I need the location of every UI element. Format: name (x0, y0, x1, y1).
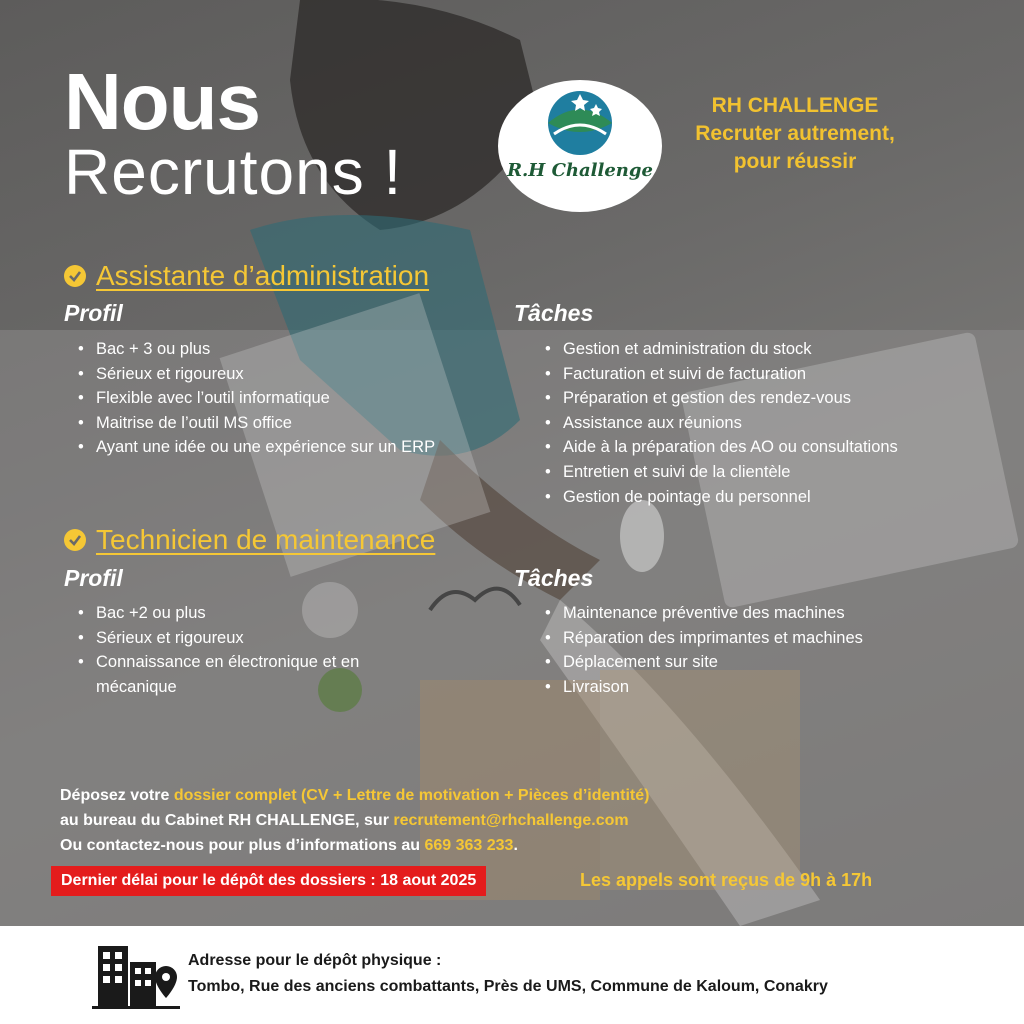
check-icon (64, 529, 86, 551)
list-item: • Déplacement sur site (545, 650, 985, 675)
address-text: Tombo, Rue des anciens combattants, Près de UMS, Commune de Kaloum, Conakry (188, 978, 828, 995)
list-item: • Sérieux et rigoureux (78, 362, 498, 387)
job-title-technicien (64, 524, 435, 556)
headline-nous: Nous (64, 57, 260, 146)
brand-slogan-1: Recruter autrement, (695, 122, 895, 145)
list-item: • Réparation des imprimantes et machines (545, 626, 985, 651)
tasks-list (545, 337, 1005, 509)
list-item: • Maintenance préventive des machines (545, 601, 985, 626)
list-item: • Maitrise de l’outil MS office (78, 411, 498, 436)
brand-name: RH CHALLENGE (711, 94, 879, 117)
footer (0, 926, 1024, 1024)
contact-line-2 (60, 808, 649, 833)
list-item: • Livraison (545, 675, 985, 700)
contact-text: . (513, 837, 518, 854)
brand-slogan-2: pour réussir (733, 150, 857, 173)
contact-block (60, 783, 649, 858)
phone-link[interactable]: 669 363 233 (424, 837, 514, 854)
logo-text: R.H Challenge (507, 160, 653, 181)
check-icon (64, 265, 86, 287)
list-item: • Sérieux et rigoureux (78, 626, 418, 651)
profile-heading: Profil (64, 565, 123, 591)
company-logo (498, 80, 662, 212)
list-item: • Aide à la préparation des AO ou consultations (545, 435, 1005, 460)
list-item: • Connaissance en électronique et en mécanique (78, 650, 418, 699)
address-block (188, 948, 828, 1000)
profile-list (78, 337, 498, 460)
list-item: • Assistance aux réunions (545, 411, 1005, 436)
list-item: • Préparation et gestion des rendez-vous (545, 386, 1005, 411)
tasks-heading: Tâches (514, 300, 594, 326)
job-title-assistante (64, 260, 429, 292)
job-title-text: Technicien de maintenance (96, 524, 436, 555)
list-item: • Facturation et suivi de facturation (545, 362, 1005, 387)
deadline-banner: Dernier délai pour le dépôt des dossiers : 18 aout 2025 (51, 866, 486, 896)
logo-globe-icon (540, 86, 620, 160)
call-hours: Les appels sont reçus de 9h à 17h (580, 870, 873, 890)
contact-text: au bureau du Cabinet RH CHALLENGE, sur (60, 812, 394, 829)
list-item: • Gestion et administration du stock (545, 337, 1005, 362)
list-item: • Ayant une idée ou une expérience sur un ERP (78, 435, 498, 460)
email-link[interactable]: recrutement@rhchallenge.com (393, 812, 629, 829)
contact-text: Ou contactez-nous pour plus d’informations au (60, 837, 425, 854)
dossier-requirements: dossier complet (CV + Lettre de motivation + Pièces d’identité) (173, 787, 650, 804)
list-item: • Flexible avec l’outil informatique (78, 386, 498, 411)
profile-list (78, 601, 418, 699)
tasks-heading: Tâches (514, 565, 594, 591)
list-item: • Bac + 3 ou plus (78, 337, 498, 362)
contact-line-1 (60, 783, 649, 808)
building-location-icon (90, 940, 182, 1010)
list-item: • Entretien et suivi de la clientèle (545, 460, 1005, 485)
brand-block (660, 92, 930, 176)
headline-recrutons: Recrutons ! (64, 136, 403, 208)
address-label: Adresse pour le dépôt physique : (188, 952, 442, 969)
tasks-list (545, 601, 985, 699)
list-item: • Bac +2 ou plus (78, 601, 418, 626)
contact-text: Déposez votre (60, 787, 174, 804)
job-title-text: Assistante d’administration (96, 260, 430, 291)
list-item: • Gestion de pointage du personnel (545, 485, 1005, 510)
profile-heading: Profil (64, 300, 123, 326)
contact-line-3 (60, 833, 649, 858)
